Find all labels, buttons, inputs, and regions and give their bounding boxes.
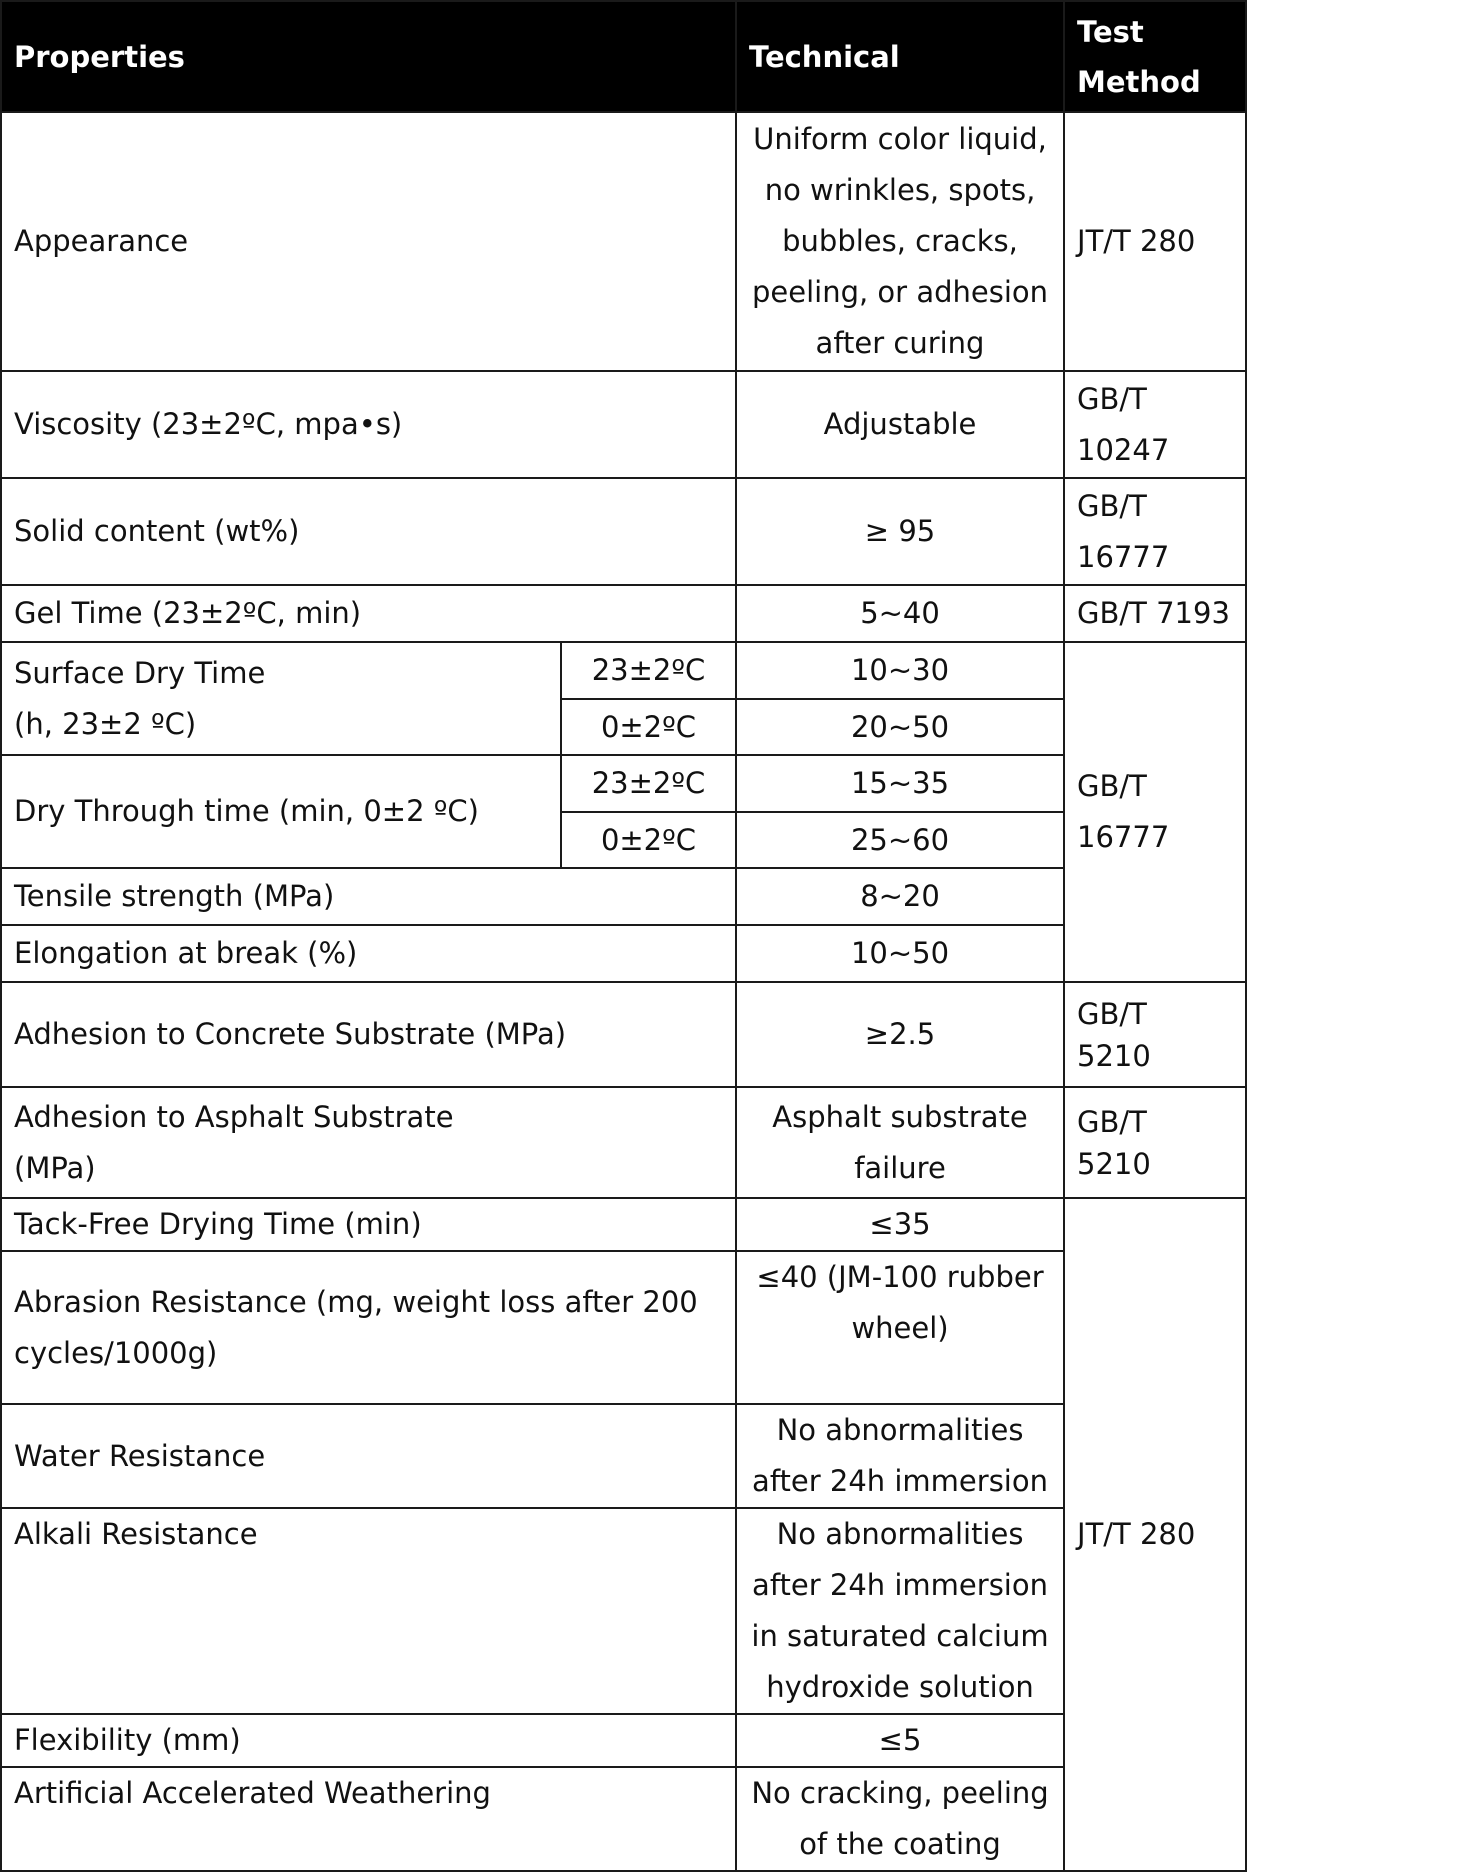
technical-cell: 25~60 [736, 812, 1064, 868]
property-cell: Artificial Accelerated Weathering [1, 1767, 736, 1871]
property-cell: Solid content (wt%) [1, 478, 736, 585]
technical-cell: No cracking, peeling of the coating [736, 1767, 1064, 1871]
technical-cell: Adjustable [736, 371, 1064, 478]
method-cell: GB/T 5210 [1064, 1087, 1246, 1198]
technical-cell: ≤35 [736, 1198, 1064, 1251]
property-cell: Gel Time (23±2ºC, min) [1, 585, 736, 642]
property-cell: Viscosity (23±2ºC, mpa•s) [1, 371, 736, 478]
property-cell: Adhesion to Concrete Substrate (MPa) [1, 982, 736, 1087]
property-cell: Tack-Free Drying Time (min) [1, 1198, 736, 1251]
property-cell: Appearance [1, 112, 736, 371]
condition-cell: 0±2ºC [561, 699, 736, 755]
table-row [1, 1767, 1246, 1871]
technical-cell: 10~50 [736, 925, 1064, 982]
technical-cell: 5~40 [736, 585, 1064, 642]
technical-cell: ≥2.5 [736, 982, 1064, 1087]
property-cell: Adhesion to Asphalt Substrate (MPa) [1, 1087, 736, 1198]
condition-cell: 23±2ºC [561, 755, 736, 812]
method-cell: JT/T 280 [1064, 112, 1246, 371]
header-properties: Properties [1, 1, 736, 112]
condition-cell: 0±2ºC [561, 812, 736, 868]
table-row [1, 1087, 1246, 1198]
table-row [1, 585, 1246, 642]
method-cell: GB/T 5210 [1064, 982, 1246, 1087]
technical-cell: Asphalt substrate failure [736, 1087, 1064, 1198]
technical-cell: ≥ 95 [736, 478, 1064, 585]
table-row [1, 371, 1246, 478]
property-cell: Flexibility (mm) [1, 1714, 736, 1767]
condition-cell: 23±2ºC [561, 642, 736, 699]
technical-cell: No abnormalities after 24h immersion in saturated calcium hydroxide solution [736, 1508, 1064, 1714]
technical-cell: ≤40 (JM-100 rubber wheel) [736, 1251, 1064, 1404]
method-cell: GB/T 7193 [1064, 585, 1246, 642]
technical-cell: 15~35 [736, 755, 1064, 812]
table-row [1, 1404, 1246, 1508]
table-row [1, 112, 1246, 371]
technical-cell: ≤5 [736, 1714, 1064, 1767]
technical-cell: 10~30 [736, 642, 1064, 699]
table-row [1, 925, 1246, 982]
table-row [1, 1198, 1246, 1251]
technical-cell: Uniform color liquid, no wrinkles, spots, bubbles, cracks, peeling, or adhesion after curing [736, 112, 1064, 371]
property-cell: Dry Through time (min, 0±2 ºC) [1, 755, 561, 868]
method-cell: GB/T 10247 [1064, 371, 1246, 478]
header-row [1, 1, 1246, 112]
method-cell: JT/T 280 [1064, 1198, 1246, 1871]
property-cell: Alkali Resistance [1, 1508, 736, 1714]
property-cell: Surface Dry Time (h, 23±2 ºC) [1, 642, 561, 755]
header-technical: Technical [736, 1, 1064, 112]
property-cell: Abrasion Resistance (mg, weight loss after 200 cycles/1000g) [1, 1251, 736, 1404]
table-row [1, 478, 1246, 585]
table-row [1, 755, 1246, 812]
table-row [1, 1508, 1246, 1714]
table-row [1, 1251, 1246, 1404]
method-cell: GB/T 16777 [1064, 478, 1246, 585]
table-row [1, 1714, 1246, 1767]
property-cell: Elongation at break (%) [1, 925, 736, 982]
table-row [1, 642, 1246, 699]
technical-cell: 20~50 [736, 699, 1064, 755]
technical-cell: No abnormalities after 24h immersion [736, 1404, 1064, 1508]
technical-cell: 8~20 [736, 868, 1064, 925]
method-cell: GB/T 16777 [1064, 642, 1246, 982]
header-test-method: Test Method [1064, 1, 1246, 112]
table-row [1, 868, 1246, 925]
property-cell: Tensile strength (MPa) [1, 868, 736, 925]
table-row [1, 982, 1246, 1087]
property-cell: Water Resistance [1, 1404, 736, 1508]
